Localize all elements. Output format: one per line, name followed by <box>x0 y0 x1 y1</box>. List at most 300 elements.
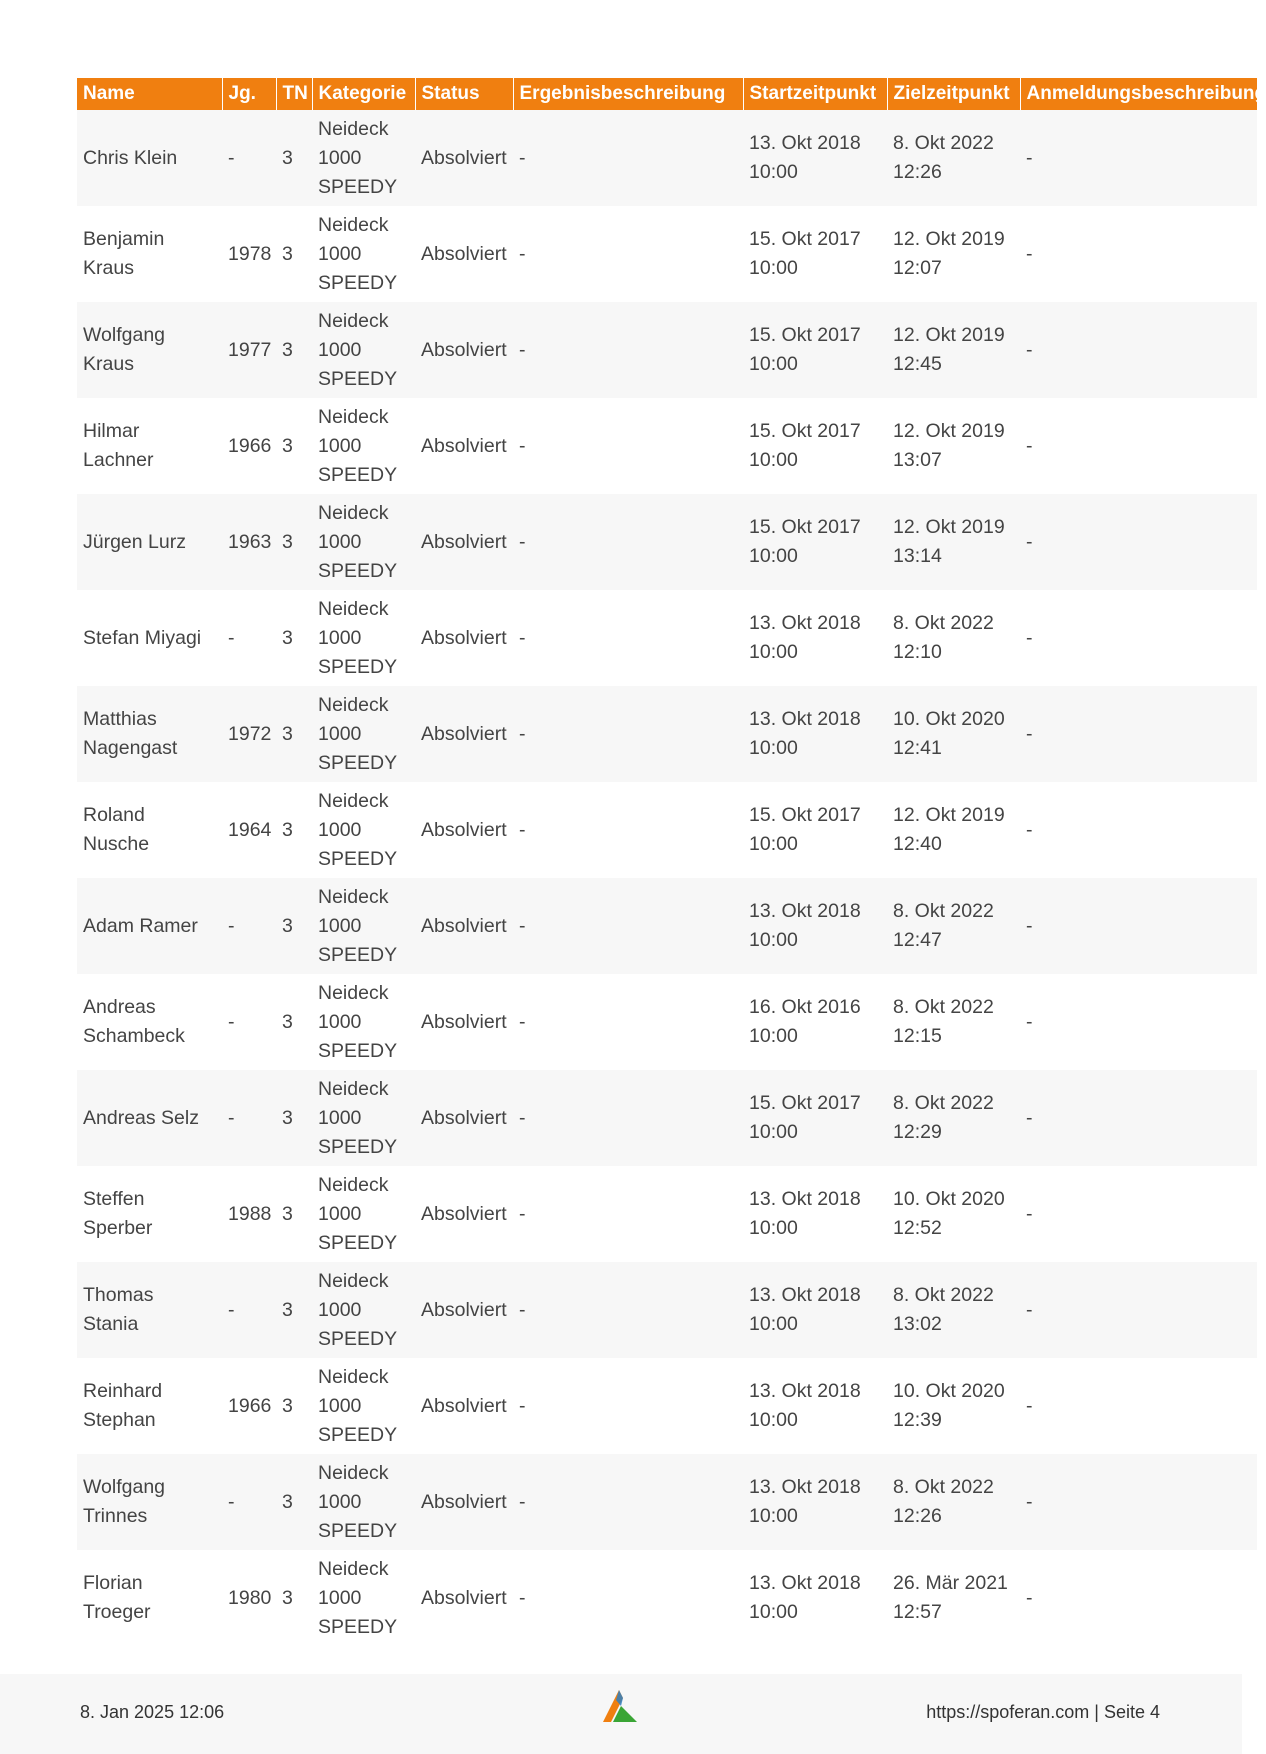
cell-kategorie-line: 1000 <box>318 1298 362 1321</box>
column-header-zielzeitpunkt[interactable]: Zielzeitpunkt <box>887 78 1020 110</box>
cell-zielzeitpunkt <box>887 590 1020 686</box>
cell-zielzeitpunkt-line: 12:07 <box>893 257 942 279</box>
cell-kategorie-line: Neideck <box>318 885 389 908</box>
cell-anmeldungsbeschreibung: - <box>1020 1166 1257 1262</box>
cell-startzeitpunkt-line: 13. Okt 2018 <box>749 1476 861 1498</box>
cell-anmeldungsbeschreibung: - <box>1020 302 1257 398</box>
cell-kategorie <box>312 302 415 398</box>
cell-zielzeitpunkt-line: 12:45 <box>893 353 942 375</box>
cell-startzeitpunkt-line: 10:00 <box>749 1505 798 1527</box>
cell-startzeitpunkt-line: 10:00 <box>749 161 798 183</box>
cell-kategorie-line: Neideck <box>318 693 389 716</box>
cell-zielzeitpunkt-line: 12. Okt 2019 <box>893 516 1005 538</box>
cell-kategorie <box>312 782 415 878</box>
cell-kategorie <box>312 206 415 302</box>
cell-name-line: Troeger <box>83 1601 151 1623</box>
cell-status: Absolviert <box>415 206 513 302</box>
cell-ergebnisbeschreibung: - <box>513 1070 743 1166</box>
cell-kategorie-line: 1000 <box>318 434 362 457</box>
cell-ergebnisbeschreibung: - <box>513 686 743 782</box>
cell-name <box>77 398 222 494</box>
cell-status: Absolviert <box>415 1550 513 1646</box>
cell-startzeitpunkt-line: 13. Okt 2018 <box>749 708 861 730</box>
cell-startzeitpunkt <box>743 590 887 686</box>
cell-kategorie <box>312 494 415 590</box>
cell-status: Absolviert <box>415 590 513 686</box>
cell-jg: - <box>222 878 276 974</box>
cell-zielzeitpunkt-line: 10. Okt 2020 <box>893 708 1005 730</box>
cell-name-line: Jürgen Lurz <box>83 530 186 553</box>
cell-jg: - <box>222 110 276 206</box>
cell-status: Absolviert <box>415 1454 513 1550</box>
cell-jg: 1966 <box>222 1358 276 1454</box>
cell-kategorie-line: SPEEDY <box>318 847 398 870</box>
cell-zielzeitpunkt-line: 12. Okt 2019 <box>893 228 1005 250</box>
table-row <box>77 1262 1257 1358</box>
table-row <box>77 302 1257 398</box>
cell-kategorie <box>312 398 415 494</box>
column-header-anmeldungsbeschreibung[interactable]: Anmeldungsbeschreibung <box>1020 78 1257 110</box>
results-table <box>77 78 1266 1646</box>
cell-startzeitpunkt-line: 16. Okt 2016 <box>749 996 861 1018</box>
cell-startzeitpunkt <box>743 494 887 590</box>
cell-name-line: Schambeck <box>83 1025 185 1047</box>
cell-startzeitpunkt-line: 15. Okt 2017 <box>749 1092 861 1114</box>
cell-jg: 1980 <box>222 1550 276 1646</box>
cell-jg: - <box>222 590 276 686</box>
cell-tn: 3 <box>276 1550 312 1646</box>
cell-tn: 3 <box>276 1166 312 1262</box>
cell-name-line: Stefan Miyagi <box>83 626 202 649</box>
cell-ergebnisbeschreibung: - <box>513 1550 743 1646</box>
cell-status: Absolviert <box>415 494 513 590</box>
cell-tn: 3 <box>276 398 312 494</box>
cell-jg: 1972 <box>222 686 276 782</box>
cell-startzeitpunkt-line: 10:00 <box>749 1025 798 1047</box>
page-footer <box>0 1674 1242 1754</box>
cell-startzeitpunkt <box>743 1358 887 1454</box>
cell-name <box>77 878 222 974</box>
cell-ergebnisbeschreibung: - <box>513 494 743 590</box>
cell-status: Absolviert <box>415 686 513 782</box>
cell-startzeitpunkt <box>743 398 887 494</box>
cell-name-line: Nusche <box>83 833 150 855</box>
cell-zielzeitpunkt-line: 12:41 <box>893 737 942 759</box>
table-row <box>77 1550 1257 1646</box>
cell-name <box>77 974 222 1070</box>
cell-startzeitpunkt-line: 10:00 <box>749 1313 798 1335</box>
cell-name <box>77 494 222 590</box>
cell-zielzeitpunkt <box>887 398 1020 494</box>
cell-startzeitpunkt-line: 10:00 <box>749 1121 798 1143</box>
cell-kategorie-line: 1000 <box>318 242 362 265</box>
cell-ergebnisbeschreibung: - <box>513 110 743 206</box>
cell-tn: 3 <box>276 1262 312 1358</box>
cell-kategorie-line: 1000 <box>318 914 362 937</box>
cell-kategorie-line: 1000 <box>318 1394 362 1417</box>
cell-ergebnisbeschreibung: - <box>513 398 743 494</box>
cell-name-line: Reinhard <box>83 1380 163 1402</box>
cell-kategorie-line: 1000 <box>318 530 362 553</box>
cell-name-line: Roland <box>83 804 145 826</box>
cell-startzeitpunkt-line: 15. Okt 2017 <box>749 516 861 538</box>
cell-kategorie-line: 1000 <box>318 338 362 361</box>
cell-kategorie-line: Neideck <box>318 1365 389 1388</box>
cell-zielzeitpunkt <box>887 110 1020 206</box>
cell-anmeldungsbeschreibung: - <box>1020 1070 1257 1166</box>
cell-anmeldungsbeschreibung: - <box>1020 782 1257 878</box>
table-row <box>77 110 1257 206</box>
cell-zielzeitpunkt-line: 12. Okt 2019 <box>893 420 1005 442</box>
cell-zielzeitpunkt-line: 10. Okt 2020 <box>893 1380 1005 1402</box>
cell-startzeitpunkt <box>743 302 887 398</box>
cell-zielzeitpunkt-line: 12:39 <box>893 1409 942 1431</box>
cell-kategorie-line: 1000 <box>318 1586 362 1609</box>
cell-kategorie-line: SPEEDY <box>318 751 398 774</box>
cell-kategorie-line: SPEEDY <box>318 1615 398 1638</box>
cell-startzeitpunkt-line: 10:00 <box>749 545 798 567</box>
cell-zielzeitpunkt <box>887 1166 1020 1262</box>
cell-zielzeitpunkt-line: 12. Okt 2019 <box>893 324 1005 346</box>
cell-ergebnisbeschreibung: - <box>513 782 743 878</box>
cell-kategorie-line: SPEEDY <box>318 271 398 294</box>
cell-zielzeitpunkt-line: 12:10 <box>893 641 942 663</box>
cell-kategorie-line: Neideck <box>318 1461 389 1484</box>
cell-zielzeitpunkt-line: 13:14 <box>893 545 942 567</box>
cell-name <box>77 686 222 782</box>
cell-kategorie-line: SPEEDY <box>318 1519 398 1542</box>
cell-jg: 1978 <box>222 206 276 302</box>
cell-kategorie-line: Neideck <box>318 1557 389 1580</box>
cell-status: Absolviert <box>415 1166 513 1262</box>
cell-startzeitpunkt-line: 10:00 <box>749 1217 798 1239</box>
cell-startzeitpunkt-line: 10:00 <box>749 1409 798 1431</box>
cell-kategorie <box>312 974 415 1070</box>
cell-name-line: Andreas Selz <box>83 1106 199 1129</box>
cell-kategorie-line: SPEEDY <box>318 559 398 582</box>
cell-name <box>77 1358 222 1454</box>
cell-startzeitpunkt-line: 15. Okt 2017 <box>749 324 861 346</box>
cell-status: Absolviert <box>415 1358 513 1454</box>
cell-kategorie <box>312 878 415 974</box>
cell-jg: - <box>222 1070 276 1166</box>
cell-zielzeitpunkt <box>887 782 1020 878</box>
cell-zielzeitpunkt <box>887 1454 1020 1550</box>
cell-name-line: Benjamin <box>83 228 165 250</box>
cell-kategorie-line: Neideck <box>318 309 389 332</box>
cell-zielzeitpunkt <box>887 1358 1020 1454</box>
column-header-jg[interactable]: Jg. <box>222 78 276 110</box>
cell-anmeldungsbeschreibung: - <box>1020 878 1257 974</box>
cell-name-line: Wolfgang <box>83 1476 166 1498</box>
cell-zielzeitpunkt-line: 12:26 <box>893 1505 942 1527</box>
cell-kategorie <box>312 590 415 686</box>
table-row <box>77 1166 1257 1262</box>
cell-kategorie-line: Neideck <box>318 1077 389 1100</box>
cell-startzeitpunkt-line: 15. Okt 2017 <box>749 420 861 442</box>
cell-ergebnisbeschreibung: - <box>513 1262 743 1358</box>
cell-kategorie-line: SPEEDY <box>318 943 398 966</box>
cell-kategorie-line: Neideck <box>318 789 389 812</box>
cell-anmeldungsbeschreibung: - <box>1020 1454 1257 1550</box>
table-row <box>77 398 1257 494</box>
cell-kategorie-line: Neideck <box>318 117 389 140</box>
cell-kategorie-line: Neideck <box>318 405 389 428</box>
cell-ergebnisbeschreibung: - <box>513 974 743 1070</box>
table-row <box>77 686 1257 782</box>
cell-anmeldungsbeschreibung: - <box>1020 206 1257 302</box>
cell-kategorie-line: Neideck <box>318 597 389 620</box>
cell-zielzeitpunkt <box>887 1262 1020 1358</box>
cell-name-line: Adam Ramer <box>83 914 198 937</box>
cell-kategorie-line: 1000 <box>318 818 362 841</box>
cell-name <box>77 1262 222 1358</box>
cell-zielzeitpunkt-line: 8. Okt 2022 <box>893 900 994 922</box>
cell-startzeitpunkt-line: 10:00 <box>749 929 798 951</box>
cell-startzeitpunkt-line: 13. Okt 2018 <box>749 1380 861 1402</box>
cell-anmeldungsbeschreibung: - <box>1020 1550 1257 1646</box>
cell-anmeldungsbeschreibung: - <box>1020 398 1257 494</box>
footer-url-page[interactable]: https://spoferan.com | Seite 4 <box>926 1702 1160 1722</box>
column-header-status[interactable]: Status <box>415 78 513 110</box>
cell-tn: 3 <box>276 1070 312 1166</box>
cell-ergebnisbeschreibung: - <box>513 878 743 974</box>
cell-kategorie <box>312 1070 415 1166</box>
table-row <box>77 1070 1257 1166</box>
cell-zielzeitpunkt-line: 8. Okt 2022 <box>893 1284 994 1306</box>
table-row <box>77 590 1257 686</box>
cell-startzeitpunkt-line: 10:00 <box>749 449 798 471</box>
cell-name-line: Kraus <box>83 353 134 375</box>
cell-tn: 3 <box>276 1454 312 1550</box>
cell-name <box>77 590 222 686</box>
cell-name-line: Lachner <box>83 449 154 471</box>
cell-startzeitpunkt <box>743 974 887 1070</box>
cell-startzeitpunkt-line: 10:00 <box>749 1601 798 1623</box>
cell-kategorie <box>312 1262 415 1358</box>
cell-name <box>77 1166 222 1262</box>
cell-zielzeitpunkt <box>887 494 1020 590</box>
cell-anmeldungsbeschreibung: - <box>1020 1262 1257 1358</box>
cell-kategorie-line: SPEEDY <box>318 1135 398 1158</box>
column-header-ergebnisbeschreibung[interactable]: Ergebnisbeschreibung <box>513 78 743 110</box>
cell-anmeldungsbeschreibung: - <box>1020 110 1257 206</box>
cell-kategorie-line: 1000 <box>318 722 362 745</box>
cell-tn: 3 <box>276 782 312 878</box>
cell-kategorie <box>312 1166 415 1262</box>
cell-zielzeitpunkt-line: 13:02 <box>893 1313 942 1335</box>
cell-kategorie-line: SPEEDY <box>318 1327 398 1350</box>
cell-kategorie-line: 1000 <box>318 1106 362 1129</box>
cell-zielzeitpunkt-line: 8. Okt 2022 <box>893 612 994 634</box>
cell-status: Absolviert <box>415 110 513 206</box>
cell-jg: 1964 <box>222 782 276 878</box>
table-row <box>77 782 1257 878</box>
cell-anmeldungsbeschreibung: - <box>1020 494 1257 590</box>
cell-tn: 3 <box>276 302 312 398</box>
cell-startzeitpunkt <box>743 110 887 206</box>
cell-tn: 3 <box>276 686 312 782</box>
cell-zielzeitpunkt-line: 8. Okt 2022 <box>893 1476 994 1498</box>
cell-jg: - <box>222 1262 276 1358</box>
cell-anmeldungsbeschreibung: - <box>1020 686 1257 782</box>
table-body <box>77 110 1257 1646</box>
cell-status: Absolviert <box>415 974 513 1070</box>
cell-jg: 1988 <box>222 1166 276 1262</box>
cell-name-line: Stania <box>83 1313 139 1335</box>
cell-zielzeitpunkt-line: 13:07 <box>893 449 942 471</box>
cell-tn: 3 <box>276 1358 312 1454</box>
cell-name <box>77 206 222 302</box>
cell-zielzeitpunkt <box>887 1550 1020 1646</box>
cell-name-line: Thomas <box>83 1284 154 1306</box>
table-header-row <box>77 78 1257 110</box>
cell-zielzeitpunkt-line: 12:57 <box>893 1601 942 1623</box>
cell-anmeldungsbeschreibung: - <box>1020 974 1257 1070</box>
cell-tn: 3 <box>276 494 312 590</box>
cell-anmeldungsbeschreibung: - <box>1020 1358 1257 1454</box>
results-table-container <box>77 78 1266 1646</box>
cell-tn: 3 <box>276 206 312 302</box>
cell-zielzeitpunkt-line: 12:15 <box>893 1025 942 1047</box>
cell-kategorie <box>312 110 415 206</box>
cell-kategorie-line: 1000 <box>318 1202 362 1225</box>
cell-tn: 3 <box>276 878 312 974</box>
cell-startzeitpunkt <box>743 1070 887 1166</box>
footer-date: 8. Jan 2025 12:06 <box>80 1702 225 1722</box>
cell-startzeitpunkt-line: 13. Okt 2018 <box>749 1572 861 1594</box>
cell-anmeldungsbeschreibung: - <box>1020 590 1257 686</box>
cell-jg: - <box>222 974 276 1070</box>
cell-kategorie-line: 1000 <box>318 1490 362 1513</box>
cell-name-line: Steffen <box>83 1188 145 1210</box>
cell-startzeitpunkt-line: 13. Okt 2018 <box>749 132 861 154</box>
table-row <box>77 1358 1257 1454</box>
cell-name-line: Nagengast <box>83 737 178 759</box>
cell-name-line: Matthias <box>83 708 157 730</box>
cell-kategorie <box>312 1454 415 1550</box>
cell-ergebnisbeschreibung: - <box>513 590 743 686</box>
cell-name-line: Kraus <box>83 257 134 279</box>
cell-ergebnisbeschreibung: - <box>513 206 743 302</box>
cell-jg: 1963 <box>222 494 276 590</box>
cell-startzeitpunkt <box>743 1166 887 1262</box>
column-header-startzeitpunkt[interactable]: Startzeitpunkt <box>743 78 887 110</box>
cell-startzeitpunkt-line: 13. Okt 2018 <box>749 1188 861 1210</box>
cell-kategorie-line: Neideck <box>318 1173 389 1196</box>
cell-name-line: Hilmar <box>83 420 140 442</box>
cell-jg: 1977 <box>222 302 276 398</box>
cell-name-line: Andreas <box>83 996 156 1018</box>
cell-startzeitpunkt <box>743 206 887 302</box>
cell-startzeitpunkt <box>743 1454 887 1550</box>
cell-status: Absolviert <box>415 782 513 878</box>
cell-startzeitpunkt <box>743 686 887 782</box>
cell-name <box>77 302 222 398</box>
cell-startzeitpunkt-line: 15. Okt 2017 <box>749 228 861 250</box>
table-row <box>77 494 1257 590</box>
cell-startzeitpunkt-line: 10:00 <box>749 257 798 279</box>
cell-name-line: Florian <box>83 1572 143 1594</box>
cell-status: Absolviert <box>415 398 513 494</box>
cell-ergebnisbeschreibung: - <box>513 1454 743 1550</box>
cell-startzeitpunkt-line: 10:00 <box>749 833 798 855</box>
cell-ergebnisbeschreibung: - <box>513 1358 743 1454</box>
cell-zielzeitpunkt-line: 8. Okt 2022 <box>893 996 994 1018</box>
cell-name <box>77 1454 222 1550</box>
cell-kategorie-line: SPEEDY <box>318 1423 398 1446</box>
cell-name <box>77 1070 222 1166</box>
cell-status: Absolviert <box>415 302 513 398</box>
cell-kategorie-line: 1000 <box>318 146 362 169</box>
cell-name-line: Sperber <box>83 1217 153 1239</box>
cell-kategorie-line: Neideck <box>318 1269 389 1292</box>
cell-tn: 3 <box>276 590 312 686</box>
cell-zielzeitpunkt-line: 12:47 <box>893 929 942 951</box>
cell-zielzeitpunkt-line: 12. Okt 2019 <box>893 804 1005 826</box>
cell-jg: - <box>222 1454 276 1550</box>
cell-startzeitpunkt <box>743 1262 887 1358</box>
cell-kategorie-line: SPEEDY <box>318 367 398 390</box>
cell-zielzeitpunkt-line: 12:26 <box>893 161 942 183</box>
table-row <box>77 206 1257 302</box>
cell-name <box>77 110 222 206</box>
cell-zielzeitpunkt-line: 12:40 <box>893 833 942 855</box>
cell-kategorie <box>312 1550 415 1646</box>
column-header-tn[interactable]: TN <box>276 78 312 110</box>
cell-kategorie <box>312 1358 415 1454</box>
cell-startzeitpunkt-line: 15. Okt 2017 <box>749 804 861 826</box>
cell-zielzeitpunkt <box>887 1070 1020 1166</box>
cell-kategorie-line: SPEEDY <box>318 1231 398 1254</box>
cell-kategorie-line: SPEEDY <box>318 655 398 678</box>
cell-startzeitpunkt-line: 10:00 <box>749 353 798 375</box>
cell-kategorie-line: 1000 <box>318 626 362 649</box>
cell-zielzeitpunkt <box>887 206 1020 302</box>
cell-startzeitpunkt-line: 10:00 <box>749 641 798 663</box>
cell-kategorie-line: Neideck <box>318 981 389 1004</box>
cell-zielzeitpunkt <box>887 302 1020 398</box>
cell-startzeitpunkt <box>743 782 887 878</box>
cell-zielzeitpunkt-line: 12:29 <box>893 1121 942 1143</box>
cell-name <box>77 782 222 878</box>
cell-zielzeitpunkt-line: 12:52 <box>893 1217 942 1239</box>
cell-name <box>77 1550 222 1646</box>
cell-name-line: Trinnes <box>83 1505 148 1527</box>
cell-name-line: Wolfgang <box>83 324 166 346</box>
cell-startzeitpunkt-line: 13. Okt 2018 <box>749 612 861 634</box>
cell-status: Absolviert <box>415 878 513 974</box>
cell-kategorie-line: SPEEDY <box>318 1039 398 1062</box>
cell-ergebnisbeschreibung: - <box>513 1166 743 1262</box>
table-row <box>77 878 1257 974</box>
column-header-name[interactable]: Name <box>77 78 222 110</box>
cell-kategorie-line: SPEEDY <box>318 175 398 198</box>
cell-name-line: Stephan <box>83 1409 156 1431</box>
cell-startzeitpunkt <box>743 878 887 974</box>
cell-startzeitpunkt-line: 13. Okt 2018 <box>749 900 861 922</box>
cell-name-line: Chris Klein <box>83 146 178 169</box>
cell-zielzeitpunkt <box>887 878 1020 974</box>
cell-ergebnisbeschreibung: - <box>513 302 743 398</box>
cell-jg: 1966 <box>222 398 276 494</box>
cell-kategorie-line: Neideck <box>318 501 389 524</box>
cell-kategorie-line: 1000 <box>318 1010 362 1033</box>
cell-tn: 3 <box>276 110 312 206</box>
cell-kategorie-line: SPEEDY <box>318 463 398 486</box>
cell-zielzeitpunkt <box>887 686 1020 782</box>
column-header-kategorie[interactable]: Kategorie <box>312 78 415 110</box>
